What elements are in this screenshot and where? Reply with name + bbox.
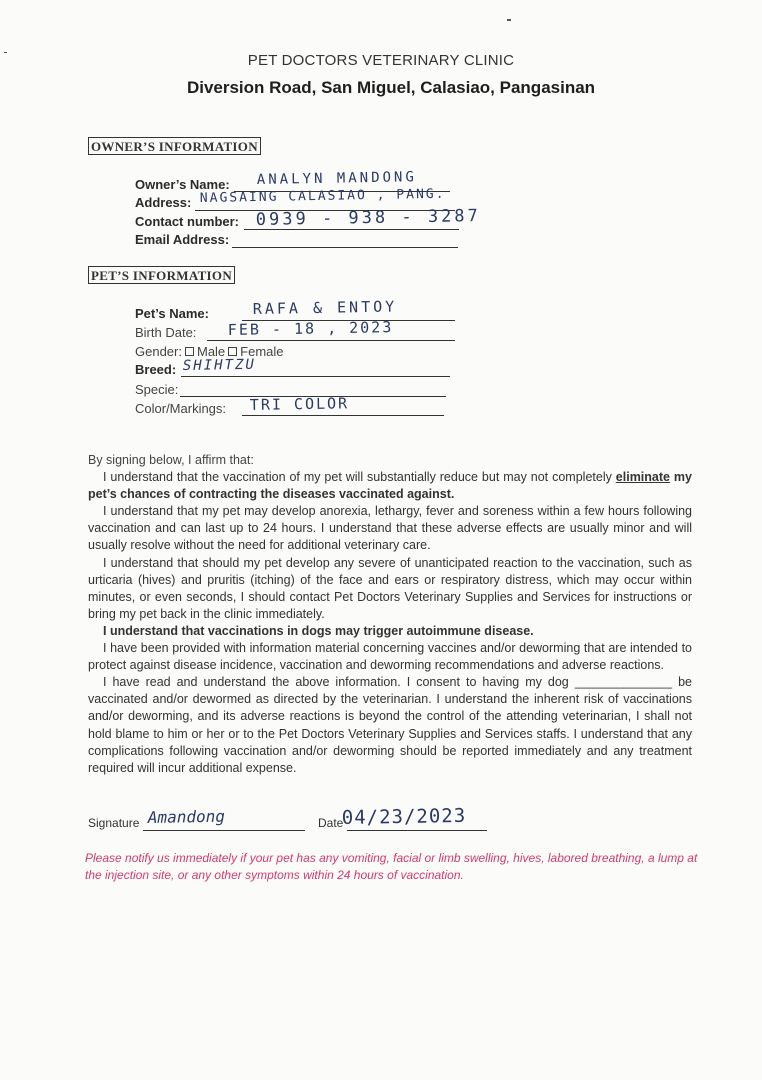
contact-label: Contact number: bbox=[135, 214, 239, 229]
owner-name-value[interactable]: ANALYN MANDONG bbox=[256, 169, 417, 188]
contact-value[interactable]: 0939 - 938 - 3287 bbox=[255, 206, 481, 230]
email-line bbox=[232, 247, 458, 248]
date-row bbox=[318, 816, 343, 830]
affirm-p4: I understand that vaccinations in dogs may trigger autoimmune disease. bbox=[103, 623, 534, 638]
birth-date-line bbox=[207, 340, 455, 341]
email-label: Email Address: bbox=[135, 232, 230, 247]
color-value[interactable]: TRI COLOR bbox=[249, 394, 350, 414]
affirm-p6: I have read and understand the above information. I consent to having my dog ______________ be vaccinated and/or dewormed as directed by the veterinarian. I understand the inherent risk of vaccinations and/or deworming, and its adverse reactions is beyond the control of the attending veterinarian, I shall not hold blame to him or her or to the Pet Doctors Veterinary Supplies and Services staffs. I understand that any complications following vaccination and/or deworming should be reported immediately and any treatment required will incur additional expense. bbox=[88, 675, 692, 775]
affirm-p3: I understand that should my pet develop any severe of unanticipated reaction to the vaccination, such as urticaria (hives) and pruritis (itching) of the face and ears or respiratory distress, which may occur within minutes, or even seconds, I should contact Pet Doctors Veterinary Supplies and Services for instructions or bring my pet back in the clinic immediately. bbox=[88, 555, 692, 621]
signature-row bbox=[88, 816, 139, 830]
post-vaccination-note: Please notify us immediately if your pet has any vomiting, facial or limb swelling, hives, labored breathing, a lump at the injection site, or any other symptoms within 24 hours of vaccination. bbox=[85, 851, 698, 882]
affirm-p1 bbox=[88, 469, 692, 503]
male-label: Male bbox=[196, 344, 226, 359]
breed-value[interactable]: SHIHTZU bbox=[182, 356, 257, 374]
signature-value[interactable]: Amandong bbox=[147, 806, 226, 827]
date-line bbox=[347, 830, 487, 831]
scan-speck bbox=[507, 19, 511, 21]
affirm-p2: I understand that my pet may develop anorexia, lethargy, fever and soreness within a few hours following vaccination and can last up to 24 hours. I understand that these adverse effects are usually minor and will usually resolve without the need for additional veterinary care. bbox=[88, 504, 692, 553]
owner-section-title: OWNER’S INFORMATION bbox=[88, 137, 261, 155]
date-value[interactable]: 04/23/2023 bbox=[341, 804, 467, 829]
specie-label: Specie: bbox=[135, 382, 179, 397]
owner-name-label: Owner’s Name: bbox=[135, 177, 230, 192]
signature-line bbox=[143, 830, 305, 831]
breed-label: Breed: bbox=[135, 362, 177, 377]
affirm-p5: I have been provided with information material concerning vaccines and/or deworming that are intended to protect against disease incidence, vaccination and deworming recommendations and adverse reactions. bbox=[88, 641, 692, 673]
pet-name-value[interactable]: RAFA & ENTOY bbox=[252, 297, 398, 318]
male-checkbox[interactable] bbox=[185, 347, 194, 356]
pet-section-title: PET’S INFORMATION bbox=[88, 266, 235, 284]
signature-label: Signature bbox=[88, 816, 140, 830]
date-label: Date bbox=[318, 816, 344, 830]
color-label: Color/Markings: bbox=[135, 401, 227, 416]
color-line bbox=[242, 415, 444, 416]
birth-date-value[interactable]: FEB - 18 , 2023 bbox=[227, 318, 394, 339]
female-checkbox[interactable] bbox=[228, 347, 237, 356]
affirmation-text bbox=[88, 452, 692, 777]
clinic-address: Diversion Road, San Miguel, Calasiao, Pangasinan bbox=[186, 78, 596, 97]
affirm-p1-eliminate: eliminate bbox=[615, 470, 670, 485]
gender-label: Gender: bbox=[135, 344, 182, 359]
pet-name-label: Pet’s Name: bbox=[135, 306, 209, 321]
clinic-name: PET DOCTORS VETERINARY CLINIC bbox=[247, 52, 515, 69]
address-label: Address: bbox=[135, 195, 192, 210]
affirm-intro: By signing below, I affirm that: bbox=[88, 453, 254, 467]
female-label: Female bbox=[240, 344, 284, 359]
birth-date-label: Birth Date: bbox=[135, 325, 197, 340]
breed-line bbox=[181, 376, 450, 377]
affirm-p1-c: my pet’s chances of contracting the diseases vaccinated against. bbox=[88, 470, 692, 502]
address-value[interactable]: NAGSAING CALASIAO , PANG. bbox=[199, 186, 446, 206]
affirm-p1-a: I understand that the vaccination of my pet will substantially reduce but may not completely bbox=[103, 470, 612, 485]
